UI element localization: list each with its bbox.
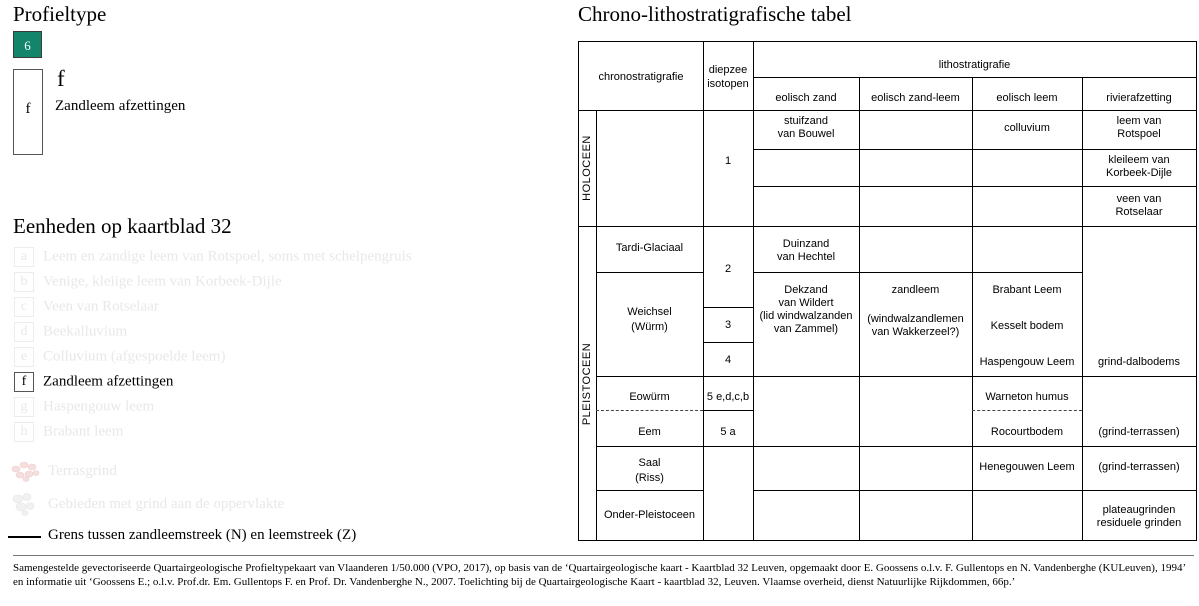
header-diepzee: diepzee — [708, 64, 748, 76]
unit-label: Brabant leem — [43, 423, 124, 440]
unit-c — [14, 297, 514, 319]
unit-label: Colluvium (afgespoelde leem) — [43, 348, 226, 365]
unit-label: Veen van Rotselaar — [43, 298, 159, 315]
grind-oppervlakte-label: Gebieden met grind aan de oppervlakte — [48, 496, 285, 512]
unit-a — [14, 247, 514, 269]
unit-b — [14, 272, 514, 294]
unit-label: Zandleem afzettingen — [43, 373, 174, 390]
grind-terrassen-eem: (grind-terrassen) — [1098, 426, 1180, 438]
kleileem-van-korbeek-dijle: kleileem van Korbeek-Dijle — [1105, 154, 1173, 179]
zandleem: zandleem — [891, 284, 940, 296]
rocourtbodem: Rocourtbodem — [990, 426, 1064, 438]
header-eolisch-leem: eolisch leem — [996, 92, 1058, 104]
stage-onder-pleistoceen: Onder-Pleistoceen — [603, 509, 696, 521]
stage-eem: Eem — [638, 426, 661, 438]
grind-terrassen-saal: (grind-terrassen) — [1098, 461, 1180, 473]
colluvium: colluvium — [1004, 122, 1050, 134]
isotope-3: 3 — [724, 319, 732, 331]
stage-wurm: (Würm) — [631, 321, 668, 333]
stage-eowurm: Eowürm — [629, 391, 670, 403]
profile-column — [13, 69, 43, 155]
unit-code: d — [14, 322, 34, 342]
unit-h — [14, 422, 514, 444]
grind-oppervlakte-symbol-icon — [9, 490, 43, 516]
unit-label: Beekalluvium — [43, 323, 128, 340]
source-footnote: Samengestelde gevectoriseerde Quartairgeologische Profieltypekaart van Vlaanderen 1/50.000 (VPO, 2017), op basis van de ‘Quartairgeologische kaart - Kaartblad 32 Leuven, opgemaakt door E. Goossens o.l.v. F. Gullentops en N. Vandenberghe (KULeuven), 1994’ en informatie uit ‘Goossens E.; o.l.v. Prof.dr. Em. Gullentops F. en Prof. Dr. Vandenberghe N., 2007. Toelichting bij de Quartairgeologische Kaart - kaartblad 32, Leuven. Vlaamse overheid, dienst Natuurlijke Rijkdommen, 66p.’ — [13, 562, 1186, 588]
unit-code: f — [14, 372, 34, 392]
duinzand-van-hechtel: Duinzand van Hechtel — [776, 238, 836, 263]
unit-label: Leem en zandige leem van Rotspoel, soms met schelpengruis — [43, 248, 412, 265]
isotope-5-e-d-c-b: 5 e,d,c,b — [706, 391, 750, 403]
haspengouw-leem: Haspengouw Leem — [979, 356, 1075, 368]
header-eolisch-zand: eolisch zand — [775, 92, 837, 104]
isotope-1: 1 — [724, 155, 732, 167]
profile-unit-letter: f — [57, 66, 65, 91]
windwalzandlemen: (windwalzandlemen van Wakkerzeel?) — [867, 313, 964, 338]
profieltype-swatch: 6 — [13, 31, 42, 58]
unit-e — [14, 347, 514, 369]
boundary-line-icon — [8, 536, 41, 538]
header-lithostratigrafie: lithostratigrafie — [938, 59, 1011, 71]
unit-f — [14, 372, 514, 394]
brabant-leem: Brabant Leem — [992, 284, 1062, 296]
profile-column-code: f — [25, 101, 31, 117]
terrasgrind-symbol-icon — [9, 457, 43, 483]
stage-weichsel: Weichsel — [627, 306, 672, 318]
header-chronostratigrafie: chronostratigrafie — [598, 71, 684, 83]
stratigraphy-table — [578, 41, 1197, 541]
dekzand-van-wildert: Dekzand van Wildert (lid windwalzanden van Zammel) — [759, 284, 853, 335]
profieltype-title: Profieltype — [13, 2, 107, 26]
era-holoceen: HOLOCEEN — [581, 135, 593, 201]
grind-dalbodems: grind-dalbodems — [1098, 356, 1180, 368]
unit-code: c — [14, 297, 34, 317]
era-pleistoceen: PLEISTOCEEN — [581, 342, 593, 426]
warneton-humus: Warneton humus — [985, 391, 1069, 403]
plateaugrinden: plateaugrinden residuele grinden — [1096, 504, 1182, 529]
boundary-label: Grens tussen zandleemstreek (N) en leemstreek (Z) — [48, 527, 357, 543]
isotope-5a: 5 a — [720, 426, 736, 438]
unit-code: h — [14, 422, 34, 442]
veen-van-rotselaar: veen van Rotselaar — [1115, 193, 1163, 218]
unit-code: a — [14, 247, 34, 267]
isotope-4: 4 — [724, 354, 732, 366]
header-rivierafzetting: rivierafzetting — [1106, 92, 1172, 104]
table-title: Chrono-lithostratigrafische tabel — [578, 2, 852, 26]
unit-code: e — [14, 347, 34, 367]
header-isotopen: isotopen — [707, 78, 749, 90]
unit-code: g — [14, 397, 34, 417]
stage-riss: (Riss) — [635, 472, 664, 484]
unit-label: Venige, kleiige leem van Korbeek-Dijle — [43, 273, 282, 290]
footnote-divider — [13, 555, 1194, 556]
unit-label: Haspengouw leem — [43, 398, 155, 415]
header-eolisch-zand-leem: eolisch zand-leem — [871, 92, 960, 104]
henegouwen-leem: Henegouwen Leem — [979, 461, 1075, 473]
stage-tardi-glaciaal: Tardi-Glaciaal — [615, 242, 684, 254]
unit-d — [14, 322, 514, 344]
isotope-2: 2 — [724, 263, 732, 275]
units-title: Eenheden op kaartblad 32 — [13, 214, 232, 238]
unit-code: b — [14, 272, 34, 292]
leem-van-rotspoel: leem van Rotspoel — [1116, 115, 1162, 140]
terrasgrind-label: Terrasgrind — [48, 463, 117, 479]
profile-unit-label: Zandleem afzettingen — [55, 98, 186, 114]
stuifzand-van-bouwel: stuifzand van Bouwel — [777, 115, 835, 140]
unit-g — [14, 397, 514, 419]
kesselt-bodem: Kesselt bodem — [990, 320, 1064, 332]
stage-saal: Saal — [638, 457, 661, 469]
